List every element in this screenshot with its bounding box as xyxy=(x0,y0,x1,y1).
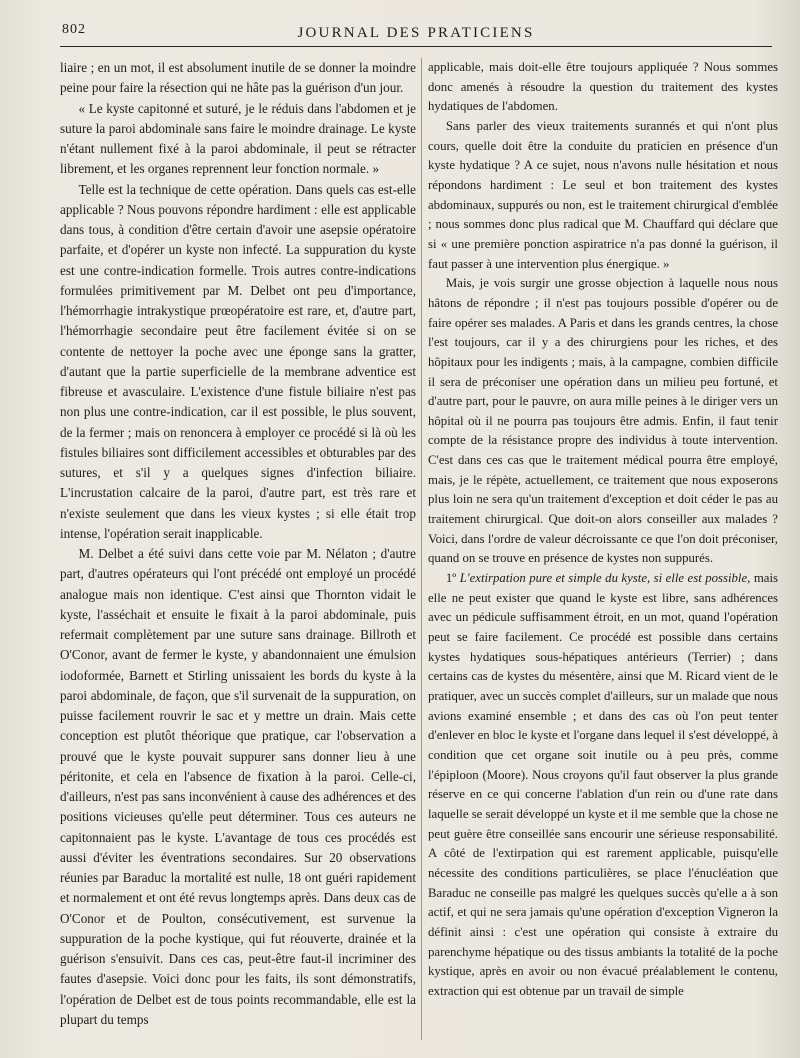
enumeration-number: 1º xyxy=(445,571,457,586)
paragraph: M. Delbet a été suivi dans cette voie par M. Nélaton ; d'autre part, d'autres opérateurs qui l'ont précédé ont employé un procédé analogue mais non identique. C'est ainsi que Thornton vidait le kyste, l'asséchait et ensuite le fixait à la paroi abdominale, puis refermait complètement par une suture sans drainage. Billroth et O'Conor, avant de fermer le kyste, y abandonnaient une émulsion iodoformée, Barnett et Stirling unissaient les bords du kyste à la paroi abdominale, de façon, que s'il survenait de la suppuration, on puisse facilement rouvrir le sac et y mettre un drain. Mais cette conception est plutôt théorique que pratique, car l'observation a prouvé que le kyste pouvait suppurer sans donner lieu à une péritonite, et cela en l'absence de fixation à la paroi. Celle-ci, d'ailleurs, n'est pas sans inconvénient à cause des adhérences et des positions vicieuses qu'elle peut déterminer. Tous ces auteurs ne capitonnaient pas le kyste. L'avantage de tous ces procédés est aussi d'éviter les éventrations secondaires. Sur 20 observations réunies par Baraduc la mortalité est nulle, 18 ont guéri rapidement et normalement et ont été revus longtemps après. Dans deux cas de O'Conor et de Poulton, consécutivement, est survenue la suppuration de la poche kystique, qui fut réouverte, drainée et la guérison s'ensuivit. Dans ces cas, peut-être faut-il incriminer des fautes d'asepsie. Voici donc pour les faits, ils sont démonstratifs, l'opération de Delbet est de tous points recommandable, elle est la plupart du temps xyxy=(60,546,416,1027)
paragraph: Sans parler des vieux traitements surannés et qui n'ont plus cours, quelle doit être la conduite du praticien en présence d'un kyste hydatique ? A ce sujet, nous n'avons nulle hésitation et nous répondons hardiment : Le seul et bon traitement des kystes abdominaux, suppurés ou non, est le traitement chirurgical d'emblée ; nous sommes donc plus radical que M. Chauffard qui déclare que si « une première ponction aspiratrice n'a pas donné la guérison, il faut passer à une intervention plus énergique. » xyxy=(428,118,778,271)
paragraph: « Le kyste capitonné et suturé, je le réduis dans l'abdomen et je suture la paroi abdominale sans faire le moindre drainage. Le kyste n'étant nullement fixé à la paroi abdominale, il peut se rétracter librement, et les organes reprennent leur fonction normale. » xyxy=(60,100,416,177)
paragraph: Telle est la technique de cette opération. Dans quels cas est-elle applicable ? Nous pouvons répondre hardiment : elle est applicable dans tous, à condition d'être certain d'avoir une asepsie opératoire parfaite, et d'opérer un kyste non infecté. La suppuration du kyste est une contre-indication formelle. Trois autres contre-indications formulées primitivement par M. Delbet ont peu d'importance, l'hémorrhagie intrakystique prœopératoire est rare, et, d'autre part, l'hémorrhagie secondaire peut être facilement évitée si on se contente de nettoyer la poche avec une éponge sans la gratter, d'autant que la partie superficielle de la membrane adventice est fibreuse et avasculaire. L'existence d'une fistule biliaire n'est pas non plus une contre-indication, car il est possible, le plus souvent, de la fermer ; mais on renoncera à employer ce procédé si là où les fistules biliaires sont difficilement accessibles et obturables par des sutures, et s'il y a quelques signes d'infection biliaire. L'incrustation calcaire de la paroi, d'autre part, est très rare et n'existe seulement que dans les vieux kystes ; si elle était trop intense, l'opération serait inapplicable. xyxy=(60,181,416,541)
paragraph: Mais, je vois surgir une grosse objection à laquelle nous nous hâtons de répondre ; il n'est pas toujours possible d'opérer ou de faire opérer ses malades. A Paris et dans les grands centres, la chose l'est toujours, car il y a des chirurgiens pour les riches, et des hôpitaux pour les indigents ; mais, à la campagne, combien difficile il sera de préconiser une opération dans un milieu peu fortuné, et d'autre part, pour le pauvre, on aura mille peines à le diriger vers un hôpital où il ne pourra pas toujours être admis. Enfin, il faut tenir compte de la résistance propre des individus à toute intervention. C'est dans ces cas que le traitement médical pourra être employé, mais, je le répète, actuellement, ce traitement que nous exposerons plus loin ne sera qu'un traitement d'exception et doit céder le pas au traitement chirurgical. Que doit-on alors conseiller aux malades ? Voici, dans l'ordre de valeur décroissante ce que l'on doit préconiser, quand on se trouve en présence de kystes non suppurés. xyxy=(428,276,778,566)
page-number: 802 xyxy=(62,22,86,37)
journal-title: JOURNAL DES PRATICIENS xyxy=(297,24,535,41)
enumerated-paragraph xyxy=(428,569,778,1001)
column-divider xyxy=(421,58,422,1040)
paragraph: liaire ; en un mot, il est absolument inutile de se donner la moindre peine pour faire la résection qui ne hâte pas la guérison d'un jour. xyxy=(60,60,416,96)
enumeration-text: mais elle ne peut exister que quand le kyste est libre, sans adhérences avec un pédicule suffisamment étroit, en un mot, quand l'opération peut se faire facilement. Ce procédé est possible dans certains kystes hydatiques sous-hépatiques antérieurs (Terrier) ; dans certains cas de kystes du mésentère, ainsi que M. Ricard vient de le pratiquer, avec un succès complet d'ailleurs, sur un malade que nous avions examiné ensemble ; et dans des cas où l'on peut tenter d'enlever en bloc le kyste et l'organe dans lequel il s'est développé, à condition que cet organe soit inutile ou à peu près, comme l'épiploon (Moore). Nous croyons qu'il faut observer la plus grande réserve en ce qui concerne l'ablation d'un rein ou d'une rate dans laquelle se serait développé un kyste et il me semble que la chose ne peut guère être conseillée sans encourir une sérieuse responsabilité. A côté de l'extirpation qui est rarement applicable, puisqu'elle nécessite des conditions particulières, se place l'énucléation que Baraduc ne conseille pas malgré les quelques succès qu'elle a à son actif, et qui ne sera jamais qu'une opération d'exception Vigneron la définit ainsi : c'est une opération qui consiste à extraire du parenchyme hépatique ou des tissus ambiants la totalité de la poche kystique, après en avoir ou non évacué préalablement le contenu, extraction qui est obtenue par un travail de simple xyxy=(428,571,778,998)
running-header xyxy=(60,20,772,47)
right-column xyxy=(428,58,778,1040)
left-column xyxy=(60,58,416,1040)
italic-lead: L'extirpation pure et simple du kyste, si elle est possible, xyxy=(459,571,751,586)
paragraph: applicable, mais doit-elle être toujours appliquée ? Nous sommes donc amenés à résoudre la question du traitement des kystes hydatiques de l'abdomen. xyxy=(428,60,778,114)
